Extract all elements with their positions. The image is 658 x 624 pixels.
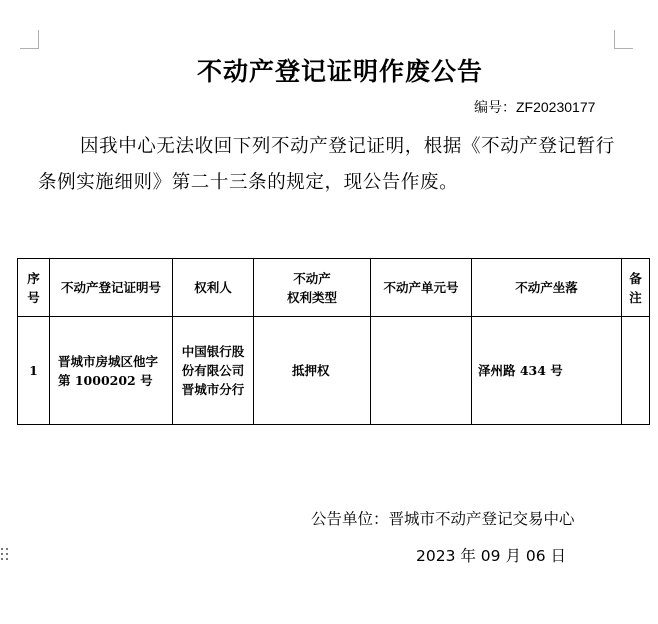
notice-issuer: 公告单位：晋城市不动产登记交易中心: [311, 510, 575, 528]
header-location: 不动产坐落: [472, 259, 622, 317]
header-unit-no: 不动产单元号: [371, 259, 472, 317]
table-header-row: [18, 259, 650, 317]
notice-date: 2023 年 09 月 06 日: [416, 547, 567, 565]
document-title: 不动产登记证明作废公告: [196, 57, 483, 86]
document-number: [474, 97, 595, 117]
cell-holder: 中国银行股份有限公司晋城市分行: [173, 317, 254, 425]
document-number-value: ZF20230177: [516, 99, 596, 115]
page-corner-mark-top-right: [614, 30, 633, 49]
document-number-label: 编号：: [474, 100, 516, 116]
cell-unit-no: [371, 317, 472, 425]
page-corner-mark-top-left: [20, 30, 39, 49]
cell-remark: [622, 317, 650, 425]
cell-location: 泽州路 434 号: [472, 317, 622, 425]
table-row: [18, 317, 650, 425]
cell-seq: 1: [18, 317, 50, 425]
header-cert-no: 不动产登记证明号: [50, 259, 173, 317]
header-seq: 序号: [18, 259, 50, 317]
header-holder: 权利人: [173, 259, 254, 317]
cell-right-type: 抵押权: [254, 317, 371, 425]
certificate-table: [17, 258, 650, 425]
header-right-type: 不动产 权利类型: [254, 259, 371, 317]
announcement-paragraph: 因我中心无法收回下列不动产登记证明，根据《不动产登记暂行条例实施细则》第二十三条的规定，现公告作废。: [38, 136, 615, 193]
cell-cert-no: 晋城市房城区他字第 1000202 号: [50, 317, 173, 425]
drag-handle-icon[interactable]: [1, 548, 9, 562]
header-remark: 备注: [622, 259, 650, 317]
